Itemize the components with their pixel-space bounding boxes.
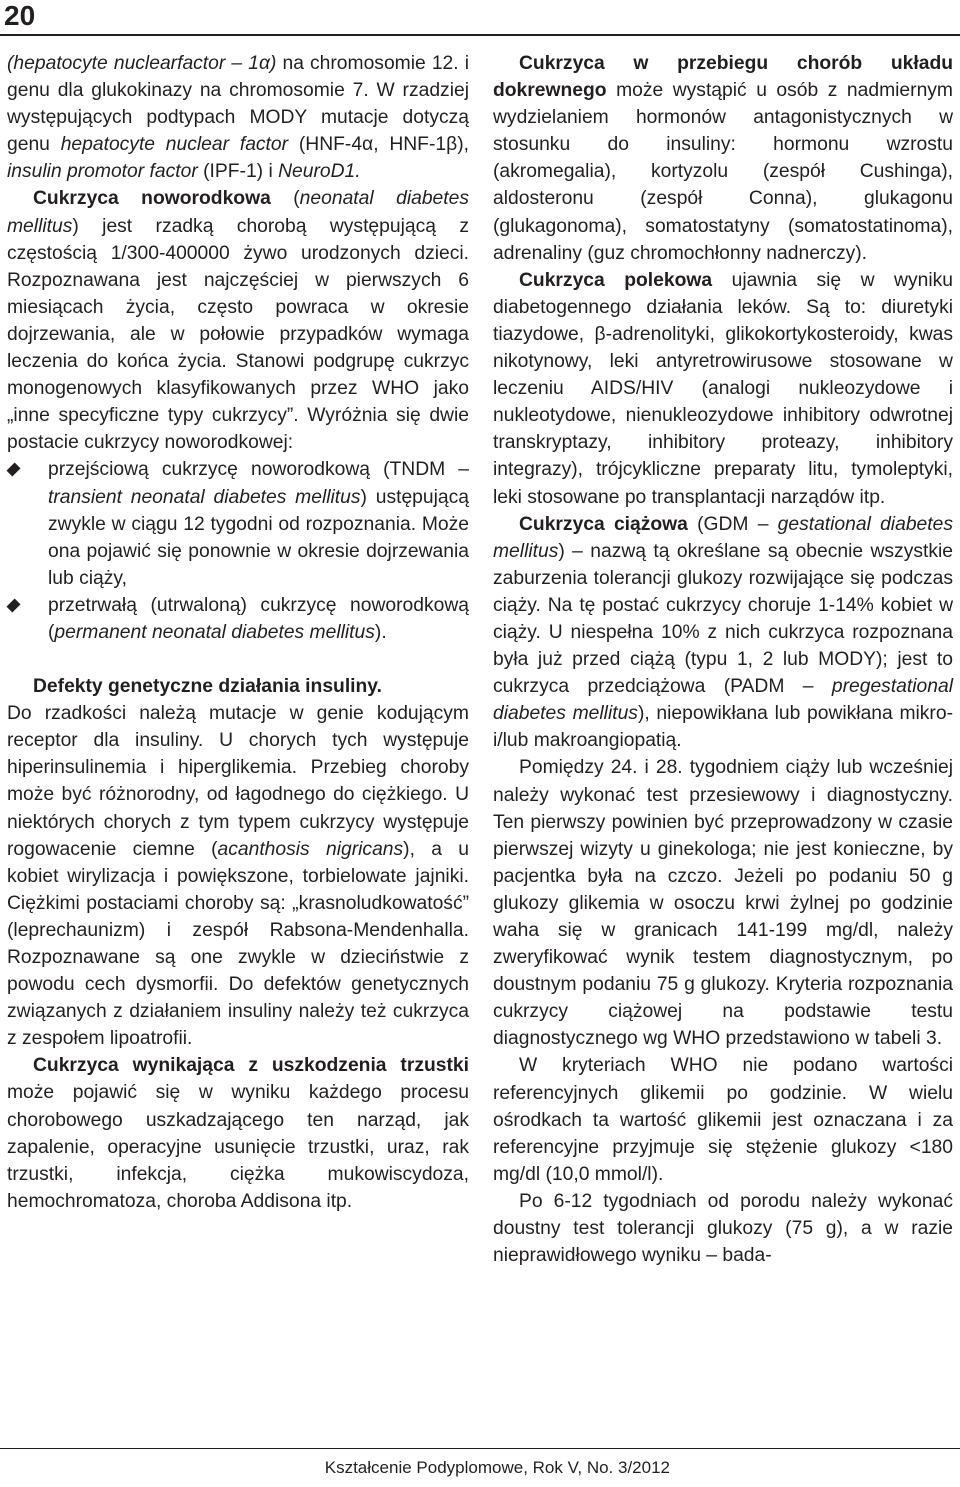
paragraph-pancreatic-diabetes: Cukrzyca wynikająca z uszkodzenia trzustki może pojawić się w wyniku każdego procesu chorobowego uszkadzającego ten narząd, jak zapalenie, operacyjne usunięcie trzustki, uraz, rak trzustki, infekcja, ciężka mukowiscydoza, hemochromatoza, choroba Addisona itp. <box>7 1055 469 1212</box>
paragraph-postpartum-test: Po 6-12 tygodniach od porodu należy wykonać doustny test tolerancji glukozy (75 g), a w razie nieprawidłowego wyniku – bada- <box>493 1190 953 1267</box>
paragraph-mody-genes: (hepatocyte nuclearfactor – 1α) na chromosomie 12. i genu dla glukokinazy na chromosomie 7. W rzadziej występujących podtypach MODY mutacje dotyczą genu hepatocyte nuclear factor (HNF-4α, HNF-1β), insulin promotor factor (IPF-1) i NeuroD1. <box>7 53 470 183</box>
paragraph-endocrine-diabetes: Cukrzyca w przebiegu chorób układu dokrewnego może wystąpić u osób z nadmiernym wydzielaniem hormonów antagonistycznych w stosunku do insuliny: hormonu wzrostu (akromegalia), kortyzolu (zespół Cushinga), aldosteronu (zespół Conna), glukagonu (glukagonoma), somatostatyny (somatostatinoma), adrenaliny (guz chromochłonny nadnerczy). <box>493 53 953 264</box>
paragraph-drug-induced-diabetes: Cukrzyca polekowa ujawnia się w wyniku diabetogennego działania leków. Są to: diuretyki tiazydowe, β-adrenolityki, glikokortykosteroidy, kwas nikotynowy, leki antyretrowirusowe stosowane w leczeniu AIDS/HIV (analogi nukleozydowe i nukleotydowe, nienukleozydowe inhibitory odwrotnej transkryptazy, inhibitory proteazy, inhibitory integrazy), trójcykliczne preparaty litu, tymoleptyki, leki stosowane po transplantacji narządów itp. <box>493 269 953 508</box>
paragraph-screening-test: Pomiędzy 24. i 28. tygodniem ciąży lub wcześniej należy wykonać test przesiewowy i diagnostyczny. Ten pierwszy powinien być przeprowadzony w czasie pierwszej wizyty u ginekologa; nie jest konieczne, by pacjentka była na czczo. Jeżeli po podaniu 50 g glukozy glikemia w osoczu krwi żylnej po godzinie waha się w granicach 141-199 mg/dl, należy zweryfikować wynik testem diagnostycznym, po doustnym podaniu 75 g glukozy. Kryteria rozpoznania cukrzycy ciążowej na podstawie testu diagnostycznego wg WHO przedstawiono w tabeli 3. <box>493 757 953 1050</box>
diamond-bullet-icon <box>6 463 20 477</box>
paragraph-neonatal-diabetes: Cukrzyca noworodkowa (neonatal diabetes mellitus) jest rzadką chorobą występującą z częstością 1/300-400000 żywo urodzonych dzieci. Rozpoznawana jest najczęściej w pierwszych 6 miesiącach życia, często powraca w okresie dojrzewania, ale w połowie przypadków wymaga leczenia do końca życia. Stanowi podgrupę cukrzyc monogenowych klasyfikowanych przez WHO jako „inne specyficzne typy cukrzycy”. Wyróżnia się dwie postacie cukrzycy noworodkowej: <box>7 188 469 454</box>
diamond-bullet-icon <box>6 598 20 612</box>
list-item <box>7 592 469 646</box>
right-column <box>493 50 953 1269</box>
list-item-text: przetrwałą (utrwaloną) cukrzycę noworodkową (permanent neonatal diabetes mellitus). <box>48 594 469 643</box>
list-item <box>7 456 469 591</box>
header-rule <box>0 34 960 36</box>
list-item-text: przejściową cukrzycę noworodkową (TNDM – transient neonatal diabetes mellitus) ustępującą zwykle w ciągu 12 tygodni od rozpoznania. Może ona pojawić się ponownie w okresie dojrzewania lub ciąży, <box>48 459 469 589</box>
paragraph-who-criteria: W kryteriach WHO nie podano wartości referencyjnych glikemii po godzinie. W wielu ośrodkach ta wartość glikemii jest oznaczana i za referencyjne przyjmuje się stężenie glukozy <180 mg/dl (10,0 mmol/l). <box>493 1055 953 1185</box>
journal-footer: Kształcenie Podyplomowe, Rok V, No. 3/2012 <box>324 1458 670 1477</box>
footer-rule <box>0 1448 960 1449</box>
neonatal-types-list <box>7 456 469 646</box>
paragraph-gestational-diabetes: Cukrzyca ciążowa (GDM – gestational diabetes mellitus) – nazwą tą określane są obecnie wszystkie zaburzenia tolerancji glukozy rozwijające się podczas ciąży. Na tę postać cukrzycy choruje 1-14% kobiet w ciąży. U niespełna 10% z nich cukrzyca rozpoznana była już przed ciążą (typu 1, 2 lub MODY); jest to cukrzyca przedciążowa (PADM – pregestational diabetes mellitus), niepowikłana lub powikłana mikro- i/lub makroangiopatią. <box>493 513 953 752</box>
left-column <box>7 50 469 1215</box>
page-number: 20 <box>4 0 36 31</box>
section-heading-insulin-defects: Defekty genetyczne działania insuliny. <box>33 676 382 698</box>
paragraph-insulin-receptor: Do rzadkości należą mutacje w genie kodującym receptor dla insuliny. U chorych tych występuje hiperinsulinemia i hiperglikemia. Przebieg choroby może być różnorodny, od łagodnego do ciężkiego. U niektórych chorych z tym typem cukrzycy występuje rogowacenie ciemne (acanthosis nigricans), a u kobiet wirylizacja i powiększone, torbielowate jajniki. Ciężkimi postaciami choroby są: „krasnoludkowatość” (leprechaunizm) i zespół Rabsona-Mendenhalla. Rozpoznawane są one zwykle w dzieciństwie z powodu cech dysmorfii. Do defektów genetycznych związanych z działaniem insuliny należy też cukrzyca z zespołem lipoatrofii. <box>7 703 469 1050</box>
